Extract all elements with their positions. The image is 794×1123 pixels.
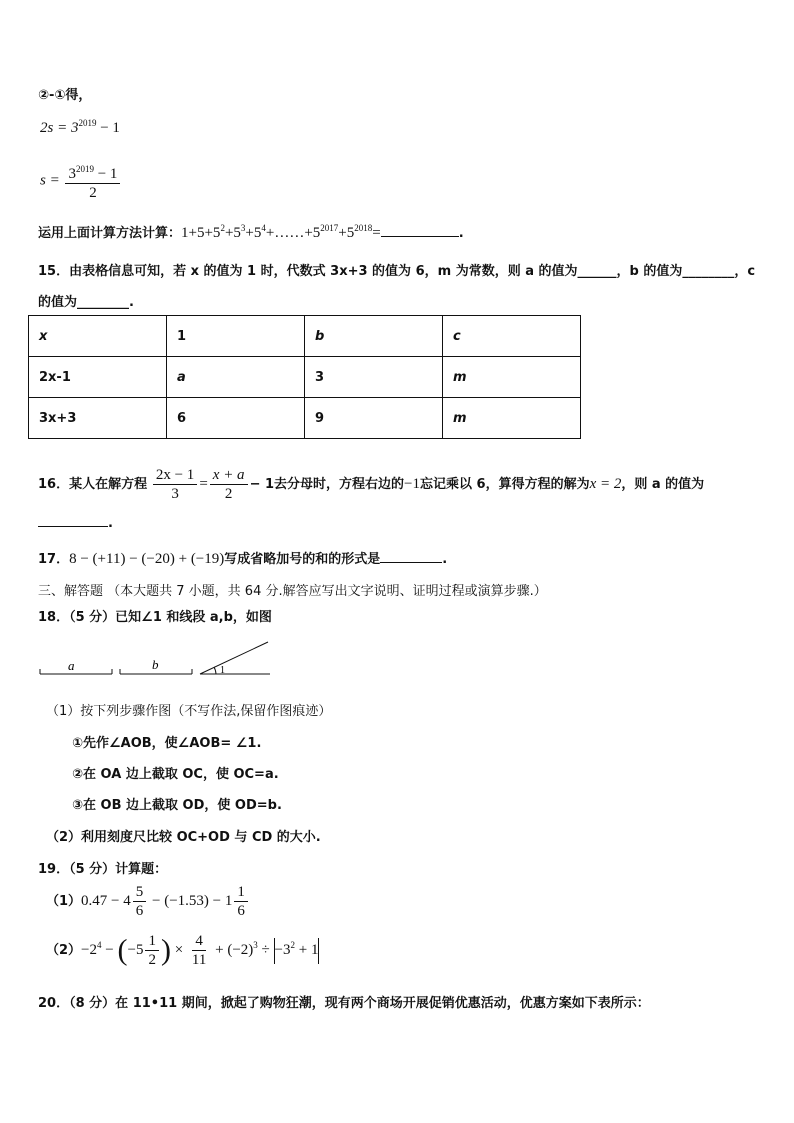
apply-method-line: 运用上面计算方法计算：$1+5+5^2+5^3+5^4+\dots\dots+5^{2017}+5^{2018}=$ . <box>38 223 464 241</box>
equation-1: $2s = 3^{2019} - 1$ <box>40 118 120 136</box>
table-row <box>29 316 581 357</box>
table-cell: 2x-1 <box>29 357 167 398</box>
question-16-answer-blank: . <box>38 514 113 531</box>
table-row <box>29 357 581 398</box>
question-15-line-a: 15．由表格信息可知，若 x 的值为 1 时，代数式 3x+3 的值为 6，m 为常数，则 a 的值为______，b 的值为________，c <box>38 264 756 279</box>
question-15-line-b: 的值为________. <box>38 295 134 310</box>
question-18-figure <box>38 640 274 680</box>
table-cell: 3 <box>305 357 443 398</box>
segment-b-label: b <box>152 657 159 672</box>
table-cell: x <box>29 316 167 357</box>
question-17: 17．8 − (+11) − (−20) + (−19)写成省略加号的和的形式是 . <box>38 551 448 567</box>
segment-a-label: a <box>68 658 75 673</box>
angle-1 <box>200 642 270 676</box>
derivation-step: ②-①得， <box>38 88 92 103</box>
table-cell: m <box>443 398 581 439</box>
segment-a <box>40 658 112 674</box>
question-19-part-2: $(2)-2^4 - (-5$ $\frac{1}{2}$ ) × $\frac{4}{11}$ + $(-2)^3 \div -3^2 + 1$ <box>46 933 319 968</box>
question-15-table <box>28 315 581 439</box>
question-18-part-2: （2）利用刻度尺比较 OC+OD 与 CD 的大小. <box>46 830 321 845</box>
question-19-part-1: （1）0.47 − 4 $\frac{5}{6}$ − (−1.53) − 1 $\frac{1}{6}$ <box>46 883 250 920</box>
question-18-step-2: ②在 OA 边上截取 OC，使 OC=a. <box>72 767 279 782</box>
section-3-heading: 三、解答题 （本大题共 7 小题，共 64 分.解答应写出文字说明、证明过程或演算步骤.） <box>38 584 547 599</box>
table-cell: 3x+3 <box>29 398 167 439</box>
question-18-step-1: ①先作∠AOB，使∠AOB= ∠1. <box>72 736 262 751</box>
question-18-part-1: （1）按下列步骤作图（不写作法,保留作图痕迹） <box>46 704 332 719</box>
segment-b <box>120 657 192 674</box>
table-cell: 9 <box>305 398 443 439</box>
question-20: 20．（8 分）在 11•11 期间，掀起了购物狂潮，现有两个商场开展促销优惠活动，优惠方案如下表所示： <box>38 996 650 1011</box>
table-cell: 1 <box>167 316 305 357</box>
table-cell: a <box>167 357 305 398</box>
table-cell: m <box>443 357 581 398</box>
table-cell: c <box>443 316 581 357</box>
equation-2: s = $\frac{3^{2019} - 1}{2}$ <box>40 160 122 202</box>
question-18-title: 18．（5 分）已知∠1 和线段 a,b，如图 <box>38 610 272 625</box>
table-row <box>29 398 581 439</box>
question-19-title: 19．（5 分）计算题： <box>38 862 168 877</box>
table-cell: 6 <box>167 398 305 439</box>
table-cell: b <box>305 316 443 357</box>
angle-label: 1 <box>220 665 225 676</box>
question-16: 16．某人在解方程 $\frac{2x - 1}{3}$ = $\frac{x + a}{2}$ − 1去分母时，方程右边的−1忘记乘以 6，算得方程的解为x = 2，则 a 的值为 <box>38 467 705 502</box>
question-18-step-3: ③在 OB 边上截取 OD，使 OD=b. <box>72 798 282 813</box>
